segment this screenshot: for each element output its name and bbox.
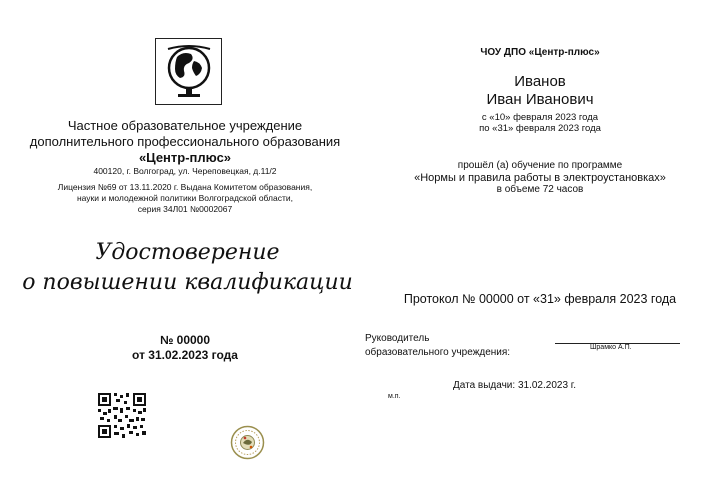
license-line3: серия 34Л01 №0002067 <box>137 204 233 214</box>
certificate-number: № 00000 <box>159 333 211 347</box>
certificate-title-line2: о повышении квалификации <box>22 270 353 295</box>
signer-name: Шрамко А.П. <box>590 344 632 351</box>
program-hours: в объеме 72 часов <box>496 184 584 195</box>
certificate-date: от 31.02.2023 года <box>132 348 238 362</box>
certificate-title <box>20 238 355 298</box>
org-name-line1: Частное образовательное учреждение <box>67 118 303 133</box>
org-name-line2: дополнительного профессионального образования <box>29 134 341 149</box>
recipient-given-names: Иван Иванович <box>486 91 594 108</box>
recipient-surname: Иванов <box>514 73 566 90</box>
org-brand: «Центр-плюс» <box>138 150 232 165</box>
org-address: 400120, г. Волгоград, ул. Череповецкая, д.11/2 <box>93 166 277 176</box>
training-date-from: с «10» февраля 2023 года <box>481 112 599 123</box>
license-line2: науки и молодежной политики Волгоградской области, <box>76 193 293 203</box>
training-dates <box>360 112 720 134</box>
protocol-line: Протокол № 00000 от «31» февраля 2023 года <box>403 292 677 306</box>
short-org-name: ЧОУ ДПО «Центр-плюс» <box>480 47 600 58</box>
stamp-place: м.п. <box>388 393 401 400</box>
issue-date: Дата выдачи: 31.02.2023 г. <box>453 380 576 391</box>
head-label-line2: образовательного учреждения: <box>365 347 511 358</box>
program-name: «Нормы и правила работы в электроустановках» <box>414 172 666 184</box>
certificate-number-block <box>40 333 330 363</box>
certificate-title-line1: Удостоверение <box>95 240 280 265</box>
org-logo-icon <box>155 38 222 105</box>
qr-code-icon <box>98 393 146 438</box>
recipient-name <box>360 73 720 109</box>
org-name <box>15 118 355 150</box>
program-intro: прошёл (а) обучение по программе <box>457 160 623 171</box>
head-label-line1: Руководитель <box>365 333 430 344</box>
license-line1: Лицензия №69 от 13.11.2020 г. Выдана Комитетом образования, <box>57 182 313 192</box>
program-block <box>360 160 720 196</box>
training-date-to: по «31» февраля 2023 года <box>479 123 601 134</box>
round-seal-icon <box>230 425 265 460</box>
head-label <box>365 332 510 360</box>
license-info <box>15 182 355 215</box>
